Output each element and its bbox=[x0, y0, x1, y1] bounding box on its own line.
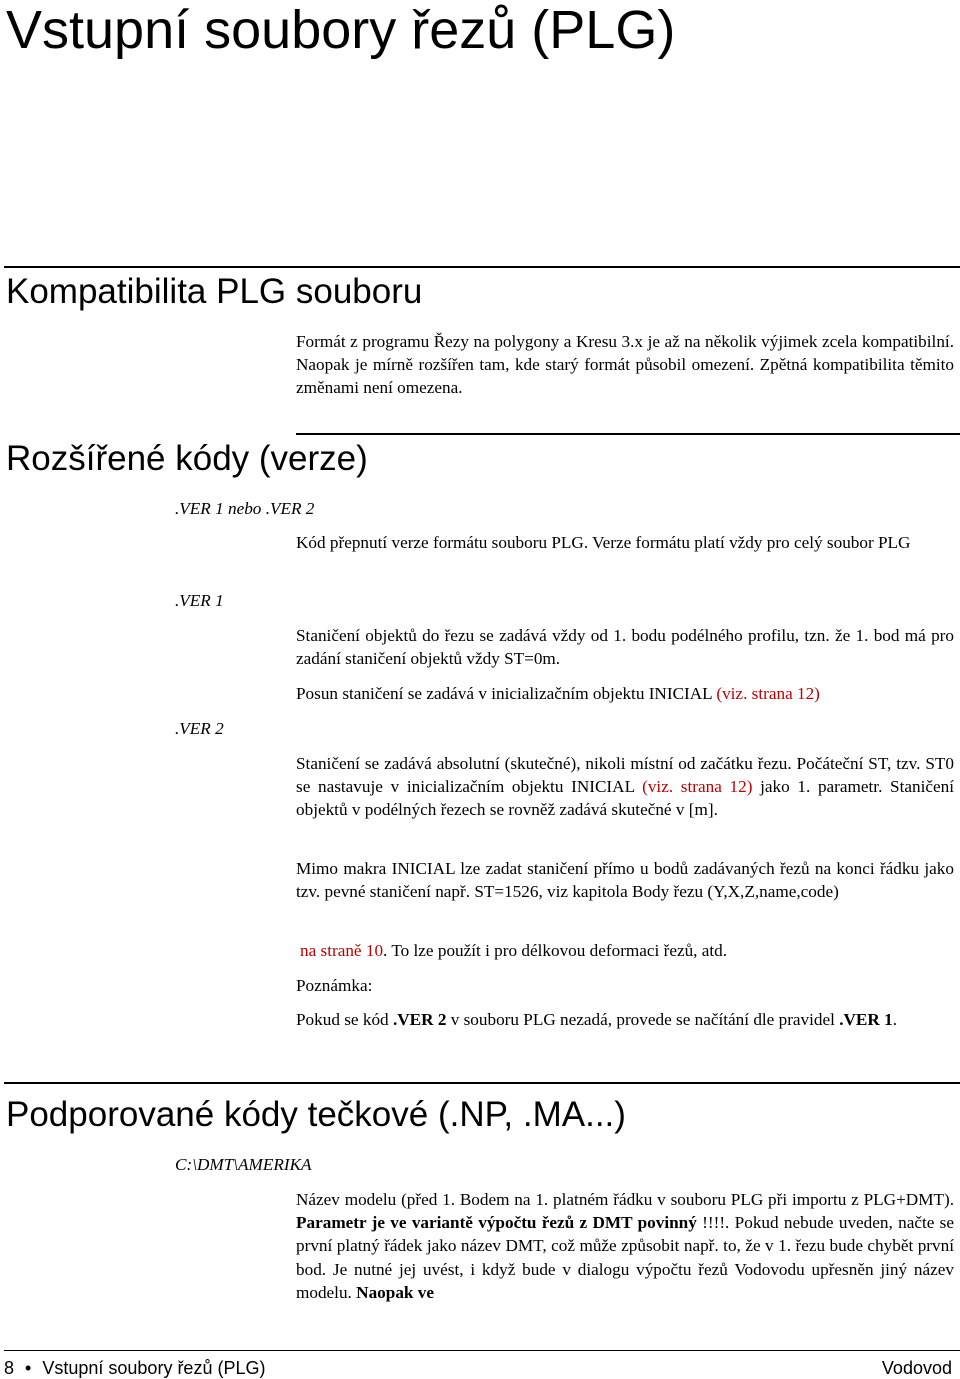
dotcodes-text-part: Název modelu (před 1. Bodem na 1. platném řádku v souboru PLG při importu z PLG+DMT). bbox=[296, 1190, 954, 1209]
section-divider bbox=[4, 1082, 960, 1084]
dotcodes-heading: Podporované kódy tečkové (.NP, .MA...) bbox=[6, 1095, 626, 1134]
page-ref-link[interactable]: (viz. strana 12) bbox=[642, 777, 753, 797]
page-title: Vstupní soubory řezů (PLG) bbox=[6, 0, 676, 60]
footer-page-number: 8 bbox=[4, 1358, 15, 1378]
versions-heading: Rozšířené kódy (verze) bbox=[6, 439, 368, 478]
ver2-deform-text bbox=[300, 939, 954, 962]
code-ver2: .VER 2 bbox=[175, 719, 224, 738]
note-label: Poznámka: bbox=[296, 976, 373, 995]
ver2-deform-part: . To lze použít i pro délkovou deformaci řezů, atd. bbox=[383, 941, 728, 960]
ver1-offset-text-part: Posun staničení se zadává v inicializačním objektu INICIAL bbox=[296, 684, 717, 703]
section-divider bbox=[4, 266, 960, 268]
ver2-text bbox=[296, 752, 954, 822]
dotcodes-text bbox=[296, 1188, 954, 1304]
note-part: v souboru PLG nezadá, provede se načítání dle pravidel bbox=[446, 1010, 840, 1029]
footer-product: Vodovod bbox=[881, 1358, 952, 1378]
code-ver1: .VER 1 bbox=[175, 591, 224, 610]
ver2-text-part: jako 1. parametr. Staničení objektů v podélných řezech se rovněž zadává skutečné v [m]. bbox=[296, 777, 955, 820]
note-text bbox=[296, 1008, 954, 1031]
dotcodes-text-part: !!!!. Pokud nebude uveden, načte se první platný řádek jako název DMT, což může způsobit např. to, že v 1. řezu bude chybět první bod. Je nutné jej uvést, i když bude v dialogu výpočtu řezů Vodovodu upřesněn jiný název modelu. bbox=[296, 1213, 954, 1302]
section-divider bbox=[296, 433, 960, 435]
note-code-ver2: .VER 2 bbox=[392, 1010, 447, 1029]
page-ref-link[interactable]: (viz. strana 12) bbox=[716, 684, 820, 703]
dotcodes-bold-text: Naopak ve bbox=[356, 1282, 434, 1302]
code-ver-main: .VER 1 nebo .VER 2 bbox=[175, 499, 315, 518]
code-path: C:\DMT\AMERIKA bbox=[175, 1155, 312, 1174]
compat-heading: Kompatibilita PLG souboru bbox=[6, 272, 423, 311]
note-part: Pokud se kód bbox=[296, 1010, 393, 1029]
note-part: . bbox=[892, 1010, 897, 1029]
note-code-ver1: .VER 1 bbox=[839, 1010, 893, 1029]
ver1-offset-text bbox=[296, 682, 954, 705]
version-switch-text: Kód přepnutí verze formátu souboru PLG. Verze formátu platí vždy pro celý soubor PLG bbox=[296, 533, 911, 552]
ver2-macro-text: Mimo makra INICIAL lze zadat staničení přímo u bodů zadávaných řezů na konci řádku jako tzv. pevné staničení např. ST=1526, viz kapitola Body řezu (Y,X,Z,name,code) bbox=[296, 859, 954, 902]
footer-chapter: Vstupní soubory řezů (PLG) bbox=[42, 1358, 266, 1378]
footer-divider bbox=[4, 1350, 960, 1351]
page-ref-link[interactable]: na straně 10 bbox=[300, 941, 384, 960]
ver2-text-part: Staničení se zadává absolutní (skutečné), nikoli místní od začátku řezu. Počáteční ST, tzv. ST0 se nastavuje v inicializačním objektu INICIAL bbox=[296, 754, 954, 797]
ver1-text: Staničení objektů do řezu se zadává vždy od 1. bodu podélného profilu, tzn. že 1. bod má pro zadání staničení objektů vždy ST=0m. bbox=[296, 626, 954, 669]
footer-left bbox=[4, 1357, 265, 1379]
compat-text: Formát z programu Řezy na polygony a Kresu 3.x je až na několik výjimek zcela kompatibilní. Naopak je mírně rozšířen tam, kde starý formát působil omezení. Zpětná kompatibilita těmito změnami není omezena. bbox=[296, 332, 954, 398]
dotcodes-bold-text: Parametr je ve variantě výpočtu řezů z DMT povinný bbox=[296, 1213, 697, 1233]
footer-bullet: • bbox=[25, 1358, 32, 1378]
